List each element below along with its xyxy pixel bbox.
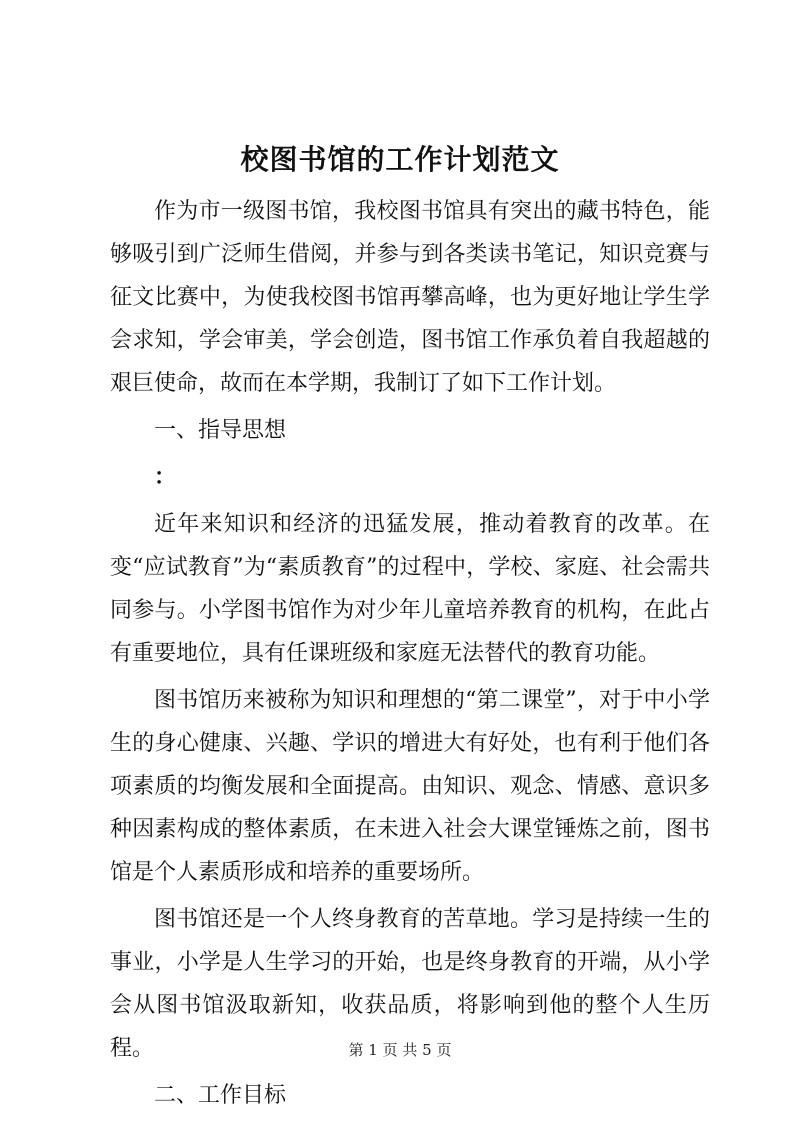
intro-paragraph: 作为市一级图书馆，我校图书馆具有突出的藏书特色，能够吸引到广泛师生借阅，并参与到各类读书笔记，知识竞赛与征文比赛中，为使我校图书馆再攀高峰，也为更好地让学生学会求知，学会审美，学会创造，图书馆工作承负着自我超越的艰巨使命，故而在本学期，我制订了如下工作计划。 <box>110 199 710 396</box>
section-colon: ： <box>154 464 177 490</box>
document-body <box>110 190 710 1117</box>
paragraph-lifelong-education: 图书馆还是一个人终身教育的苦草地。学习是持续一生的事业，小学是人生学习的开始，也是终身教育的开端，从小学会从图书馆汲取新知，收获品质，将影响到他的整个人生历程。 <box>110 907 710 1061</box>
page-footer: 第 1 页 共 5 页 <box>348 1041 452 1059</box>
paragraph-education-reform: 近年来知识和经济的迅猛发展，推动着教育的改革。在变“应试教育”为“素质教育”的过程中，学校、家庭、社会需共同参与。小学图书馆作为对少年儿童培养教育的机构，在此占有重要地位，具有任课班级和家庭无法替代的教育功能。 <box>110 512 710 666</box>
paragraph-second-classroom: 图书馆历来被称为知识和理想的“第二课堂”，对于中小学生的身心健康、兴趣、学识的增进大有好处，也有利于他们各项素质的均衡发展和全面提高。由知识、观念、情感、意识多种因素构成的整体素质，在未进入社会大课堂锤炼之前，图书馆是个人素质形成和培养的重要场所。 <box>110 688 710 885</box>
section-heading-work-goals: 二、工作目标 <box>154 1083 287 1108</box>
section-heading-guiding-ideology: 一、指导思想 <box>154 418 287 443</box>
document-title: 校图书馆的工作计划范文 <box>240 143 560 176</box>
